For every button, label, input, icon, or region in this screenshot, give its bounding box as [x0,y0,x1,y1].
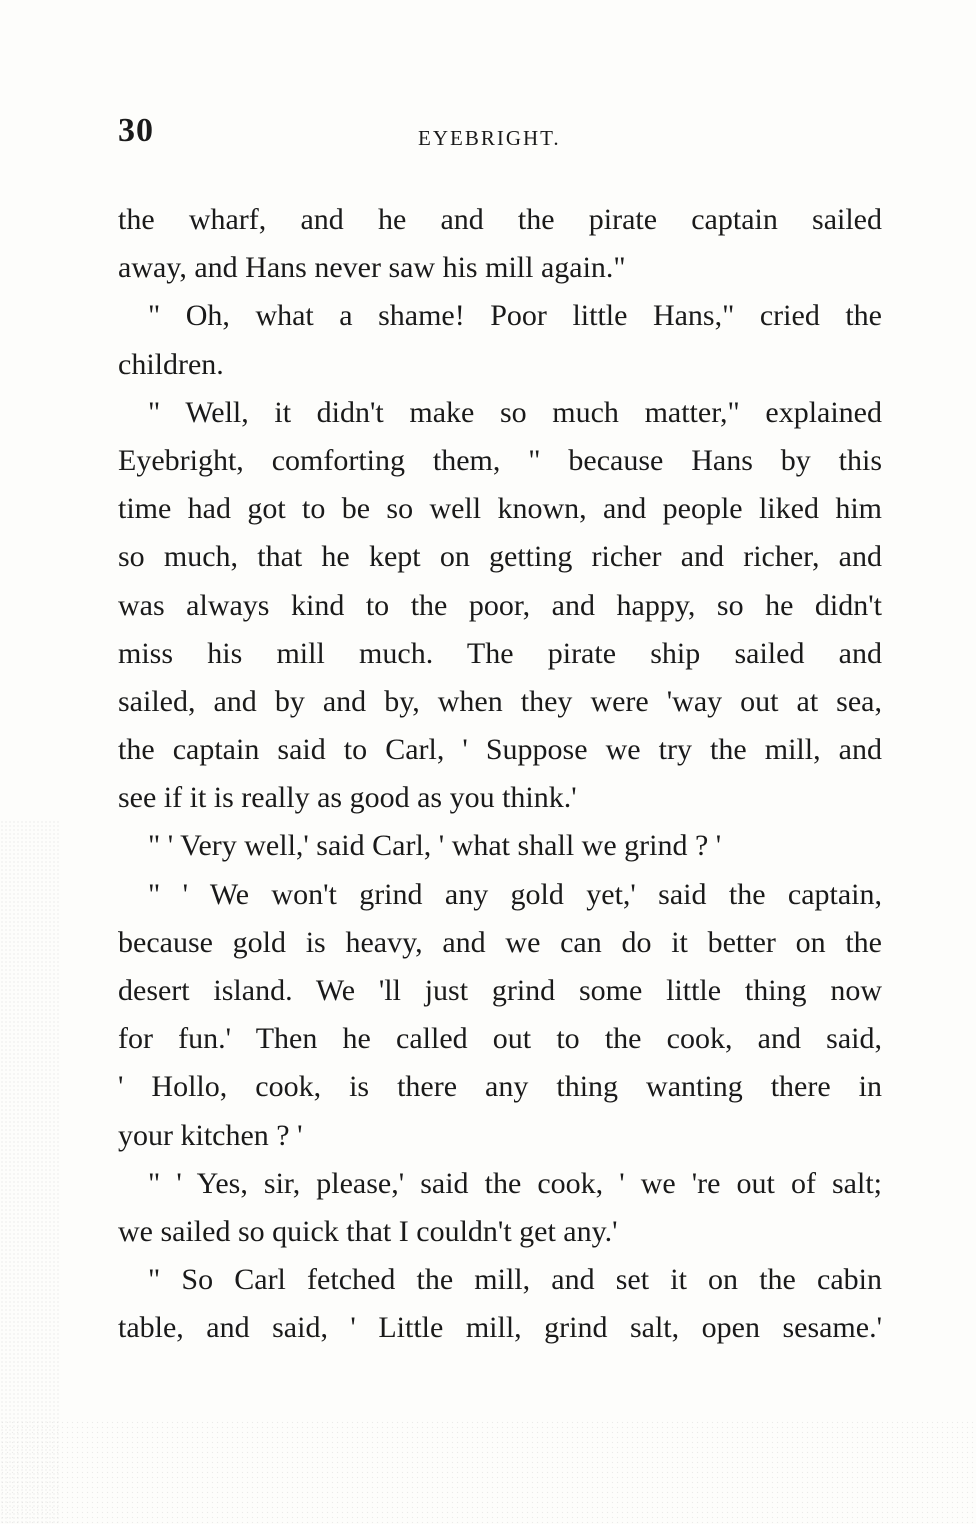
text-line: your kitchen ? ' [118,1118,303,1152]
text-line: the captain said to Carl, ' Suppose we try the mill, and [118,733,882,767]
text-line: table, and said, ' Little mill, grind salt, open sesame.' [118,1311,882,1345]
text-line: children. [118,347,224,381]
scan-noise-bottom [0,1420,976,1524]
text-line: " ' We won't grind any gold yet,' said the captain, [148,877,882,911]
text-line: because gold is heavy, and we can do it better on the [118,925,882,959]
text-line: we sailed so quick that I couldn't get any.' [118,1214,618,1248]
scan-noise-left [0,820,60,1524]
page-number: 30 [118,112,154,149]
text-line: " ' Very well,' said Carl, ' what shall we grind ? ' [148,829,722,863]
text-line: see if it is really as good as you think.' [118,781,577,815]
text-line: time had got to be so well known, and people liked him [118,492,882,526]
text-line: the wharf, and he and the pirate captain sailed [118,203,882,236]
text-line: so much, that he kept on getting richer and richer, and [118,540,882,574]
text-line: " Oh, what a shame! Poor little Hans," cried the [148,299,882,333]
text-line: " So Carl fetched the mill, and set it on the cabin [148,1263,882,1297]
text-line: was always kind to the poor, and happy, so he didn't [118,588,882,622]
text-line: ' Hollo, cook, is there any thing wanting there in [118,1070,882,1104]
text-line: " Well, it didn't make so much matter," explained [148,395,882,429]
text-line: desert island. We 'll just grind some little thing now [118,974,882,1007]
running-head: EYEBRIGHT. [418,126,561,150]
text-line: for fun.' Then he called out to the cook, and said, [118,1022,882,1056]
text-line: miss his mill much. The pirate ship sailed and [118,636,882,670]
page-header [118,112,882,156]
body-text [118,196,882,1353]
text-line: " ' Yes, sir, please,' said the cook, ' we 're out of salt; [148,1166,882,1200]
text-line: sailed, and by and by, when they were 'way out at sea, [118,684,882,718]
text-line: away, and Hans never saw his mill again." [118,251,626,285]
text-line: Eyebright, comforting them, " because Hans by this [118,443,882,477]
